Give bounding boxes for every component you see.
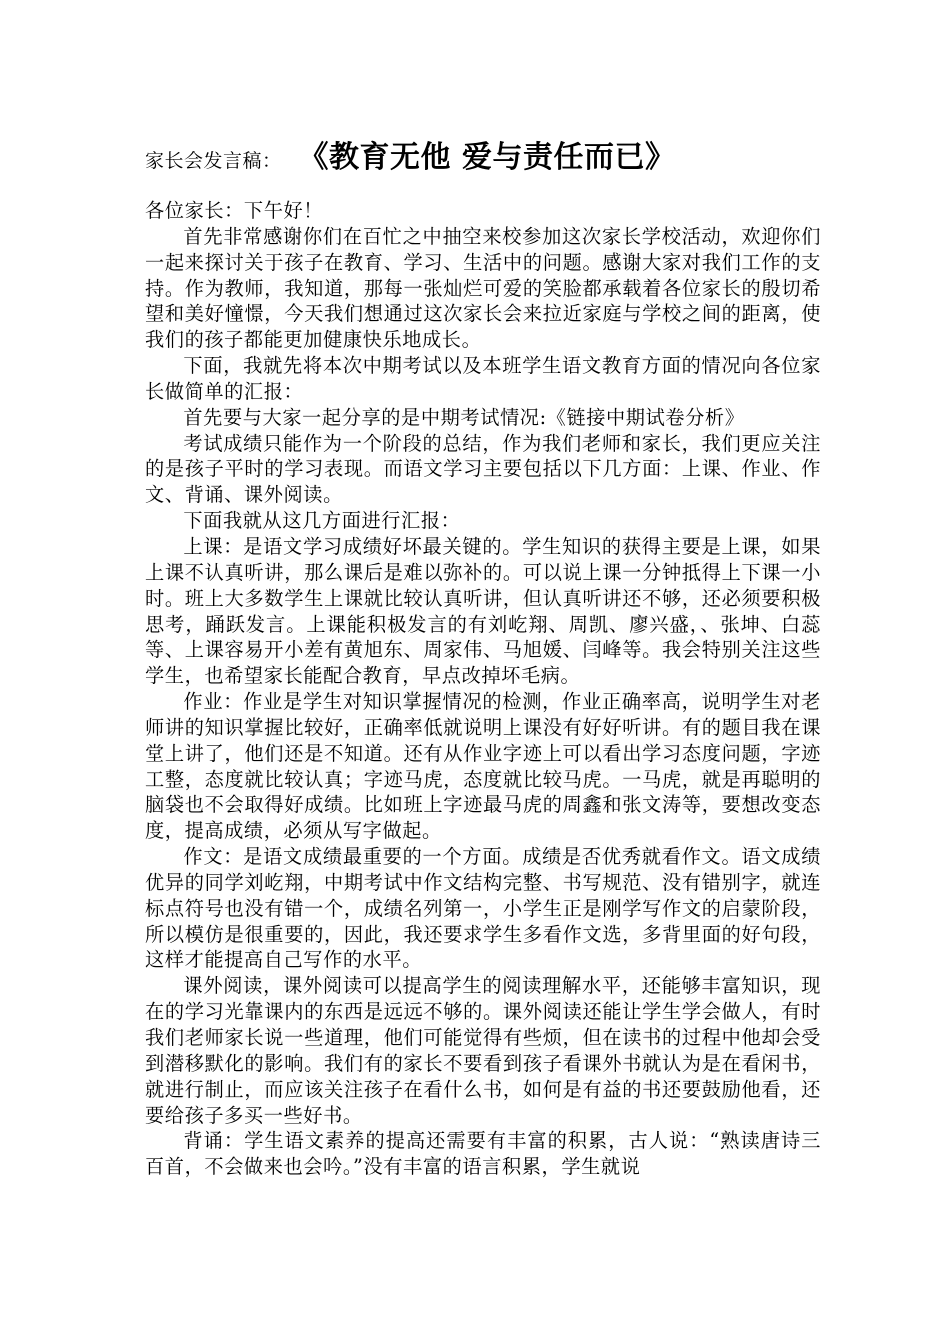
title-main: 《教育无他 爱与责任而已》 (313, 140, 676, 175)
paragraph-composition: 作文：是语文成绩最重要的一个方面。成绩是否优秀就看作文。语文成绩优异的同学刘屹翔，中期考试中作文结构完整、书写规范、没有错别字，就连标点符号也没有错一个，成绩名列第一，小学生正是刚学写作文的启蒙阶段，所以模仿是很重要的，因此，我还要求学生多看作文选，多背里面的好句段，这样才能提高自己写作的水平。 (145, 845, 821, 972)
paragraph-recitation: 背诵：学生语文素养的提高还需要有丰富的积累，古人说：“熟读唐诗三百首，不会做来也会吟。”没有丰富的语言积累，学生就说 (145, 1129, 821, 1179)
title-prefix: 家长会发言稿： (145, 150, 282, 172)
paragraph-exam-share: 首先要与大家一起分享的是中期考试情况:《链接中期试卷分析》 (183, 405, 745, 429)
paragraph-class: 上课：是语文学习成绩好坏最关键的。学生知识的获得主要是上课，如果上课不认真听讲，那么课后是难以弥补的。可以说上课一分钟抵得上下课一小时。班上大多数学生上课就比较认真听讲，但认真听讲还不够，还必须要积极思考，踊跃发言。上课能积极发言的有刘屹翔、周凯、廖兴盛，、张坤、白蕊等、上课容易开小差有黄旭东、周家伟、马旭媛、闫峰等。我会特别关注这些学生，也希望家长能配合教育，早点改掉坏毛病。 (145, 534, 821, 688)
greeting: 各位家长：下午好！ (145, 199, 324, 222)
paragraph-exam-summary: 考试成绩只能作为一个阶段的总结，作为我们老师和家长，我们更应关注的是孩子平时的学习表现。而语文学习主要包括以下几方面：上课、作业、作文、背诵、课外阅读。 (145, 431, 821, 507)
paragraph-report-lead: 下面，我就先将本次中期考试以及本班学生语文教育方面的情况向各位家长做简单的汇报： (145, 354, 821, 403)
paragraph-homework: 作业：作业是学生对知识掌握情况的检测，作业正确率高，说明学生对老师讲的知识掌握比较好，正确率低就说明上课没有好好听讲。有的题目我在课堂上讲了，他们还是不知道。还有从作业字迹上可以看出学习态度问题，字迹工整，态度就比较认真；字迹马虎，态度就比较马虎。一马虎，就是再聪明的脑袋也不会取得好成绩。比如班上字迹最马虎的周鑫和张文涛等，要想改变态度，提高成绩，必须从写字做起。 (145, 690, 821, 843)
document-body (145, 198, 821, 1180)
paragraph-reading: 课外阅读，课外阅读可以提高学生的阅读理解水平，还能够丰富知识，现在的学习光靠课内的东西是远远不够的。课外阅读还能让学生学会做人，有时我们老师家长说一些道理，他们可能觉得有些烦，但在读书的过程中他却会受到潜移默化的影响。我们有的家长不要看到孩子看课外书就认为是在看闲书，就进行制止，而应该关注孩子在看什么书，如何是有益的书还要鼓励他看，还要给孩子多买一些好书。 (145, 974, 821, 1127)
paragraph-intro: 首先非常感谢你们在百忙之中抽空来校参加这次家长学校活动，欢迎你们一起来探讨关于孩子在教育、学习、生活中的问题。感谢大家对我们工作的支持。作为教师，我知道，那每一张灿烂可爱的笑脸都承载着各位家长的殷切希望和美好憧憬，今天我们想通过这次家长会来拉近家庭与学校之间的距离，使我们的孩子都能更加健康快乐地成长。 (145, 224, 821, 352)
document-title (145, 132, 825, 176)
paragraph-aspects-lead: 下面我就从这几方面进行汇报： (183, 509, 461, 533)
